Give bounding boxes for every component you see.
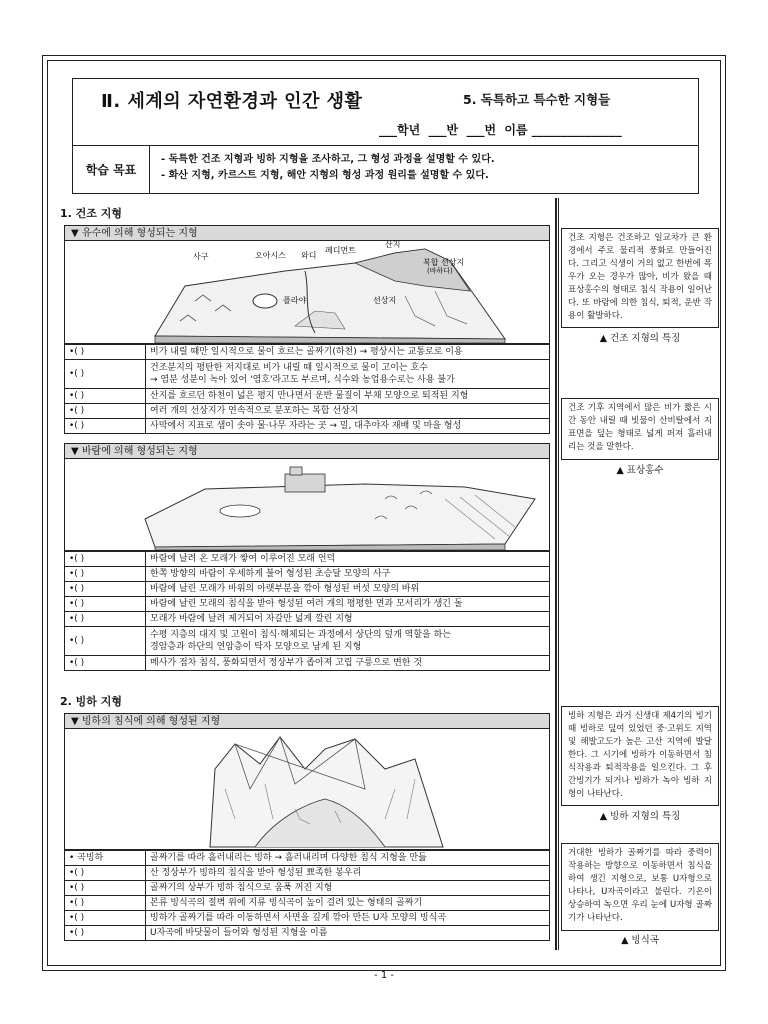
- desert-wind-figure: [64, 459, 550, 551]
- glacial-mountain-illustration: [65, 729, 549, 849]
- table-row: [65, 881, 550, 896]
- table-row: [65, 911, 550, 926]
- student-info-line: ___학년 ___반 ___번 이름 _______________: [379, 123, 622, 137]
- term-blank[interactable]: •( ): [65, 567, 146, 582]
- term-description: 골짜기의 상부가 빙하 침식으로 움푹 꺼진 지형: [146, 881, 550, 896]
- table-row: [65, 597, 550, 612]
- sidebar-caption-sheet-flood: ▲ 표상홍수: [616, 465, 664, 476]
- term-blank[interactable]: •( ): [65, 866, 146, 881]
- figure-label-sand-dune: 사구: [193, 252, 209, 261]
- sidebar-note-glacial-features: 빙하 지형은 과거 신생대 제4기의 빙기 때 빙하로 덮여 있었던 중·고위도 지역 및 해발고도가 높은 고산 지역에 발달한다. 그 시기에 빙하가 이동하면서 침식작용과 퇴적작용을 일으킨다. 그 후 간빙기가 되거나 빙하가 녹아 빙하 지형이 나타난다.: [561, 706, 719, 806]
- term-description: 메사가 점차 침식, 풍화되면서 정상부가 좁아져 고립 구릉으로 변한 것: [146, 656, 550, 671]
- sidebar-note-arid-features: 건조 지형은 건조하고 일교차가 큰 환경에서 주로 물리적 풍화로 만들어진다. 그리고 식생이 거의 없고 한번에 폭우가 오는 경우가 많아, 비가 왔을 때 표상홍수의 형태로 침식 작용이 일어난다. 또 바람에 의한 침식, 퇴적, 운반 작용이 활발하다.: [561, 228, 719, 328]
- table-row: [65, 360, 550, 389]
- term-blank[interactable]: •( ): [65, 552, 146, 567]
- figure-label-alluvial-fan: 선상지: [373, 296, 397, 305]
- term-description: 한쪽 방향의 바람이 우세하게 불어 형성된 초승달 모양의 사구: [146, 567, 550, 582]
- lesson-title: 5. 독특하고 특수한 지형들: [463, 92, 611, 107]
- subheader-glacial-erosion: ▼ 빙하의 침식에 의해 형성된 지형: [64, 713, 550, 729]
- term-label: • 곡빙하: [65, 851, 146, 866]
- column-divider-thin: [558, 198, 559, 950]
- section-title-glacial: 2. 빙하 지형: [60, 695, 122, 708]
- water-landform-table: [64, 344, 550, 434]
- subheader-water-landforms: ▼ 유수에 의해 형성되는 지형: [64, 225, 550, 241]
- figure-label-oasis: 오아시스: [255, 251, 286, 260]
- desert-wind-illustration: [65, 459, 549, 550]
- glacial-figure: [64, 729, 550, 850]
- table-row: [65, 567, 550, 582]
- term-blank[interactable]: •( ): [65, 881, 146, 896]
- term-description: 바람에 날려 온 모래가 쌓여 이루어진 모래 언덕: [146, 552, 550, 567]
- term-blank[interactable]: •( ): [65, 612, 146, 627]
- term-description: [146, 360, 550, 389]
- term-description: 여러 개의 선상지가 연속적으로 분포하는 복합 선상지: [146, 404, 550, 419]
- learning-goal-list: [161, 152, 495, 184]
- sidebar-note-glacial-valley: 거대한 빙하가 골짜기를 따라 중력이 작용하는 방향으로 이동하면서 침식을 하여 생긴 지형으로, 보통 U자형으로 나타나, U자곡이라고 불린다. 기온이 상승하여 녹으면 우리 눈에 U자형 골짜기가 나타난다.: [561, 843, 719, 931]
- table-row: [65, 896, 550, 911]
- term-description-line: → 염분 성분이 녹아 있어 '염호'라고도 부르며, 식수와 농업용수로는 사용 불가: [150, 375, 455, 385]
- term-description-line: 경암층과 하단의 연암층이 탁자 모양으로 남게 된 지형: [150, 642, 362, 652]
- figure-label-bajada: 복합 선상지: [423, 258, 465, 267]
- term-description: 본류 빙식곡의 절벽 위에 지류 빙식곡이 높이 걸려 있는 형태의 골짜기: [146, 896, 550, 911]
- term-description: U자곡에 바닷물이 들어와 형성된 지형을 이름: [146, 926, 550, 941]
- term-description: 바람에 날린 모래가 바위의 아랫부분을 깎아 형성된 버섯 모양의 바위: [146, 582, 550, 597]
- table-row: [65, 866, 550, 881]
- term-blank[interactable]: •( ): [65, 597, 146, 612]
- term-description: 모래가 바람에 날려 제거되어 자갈만 넓게 깔린 지형: [146, 612, 550, 627]
- title-box: [72, 78, 699, 194]
- unit-title: Ⅱ. 세계의 자연환경과 인간 생활: [101, 91, 363, 112]
- arid-landscape-illustration: [65, 241, 549, 343]
- term-blank[interactable]: •( ): [65, 419, 146, 434]
- table-row: [65, 851, 550, 866]
- arid-landscape-figure: [64, 241, 550, 344]
- learning-goal-item: - 화산 지형, 카르스트 지형, 해안 지형의 형성 과정 원리를 설명할 수 있다.: [161, 170, 489, 181]
- term-description: 산지를 흐르던 하천이 넓은 평지 만나면서 운반 물질이 부채 모양으로 퇴적된 지형: [146, 389, 550, 404]
- term-blank[interactable]: •( ): [65, 896, 146, 911]
- learning-goal-label: 학습 목표: [73, 146, 150, 193]
- glacial-erosion-table: [64, 850, 550, 941]
- term-blank[interactable]: •( ): [65, 627, 146, 656]
- term-description: 사막에서 지표로 샘이 솟아 물·나무 자라는 곳 → 밀, 대추야자 재배 및 마을 형성: [146, 419, 550, 434]
- term-description-line: 수평 지층의 대지 및 고원이 침식·해체되는 과정에서 상단의 덮개 역할을 하는: [150, 630, 451, 640]
- figure-label-mountain: 산지: [385, 241, 401, 249]
- term-blank[interactable]: •( ): [65, 360, 146, 389]
- learning-goal-item: - 독특한 건조 지형과 빙하 지형을 조사하고, 그 형성 과정을 설명할 수 있다.: [161, 154, 495, 165]
- table-row: [65, 345, 550, 360]
- table-row: [65, 656, 550, 671]
- term-blank[interactable]: •( ): [65, 404, 146, 419]
- sidebar-note-sheet-flood: 건조 기후 지역에서 많은 비가 짧은 시간 동안 내릴 때 빗물이 산비탈에서 지표면을 덮는 형태로 넓게 퍼져 흘러내리는 것을 말한다.: [561, 398, 719, 460]
- table-row: [65, 404, 550, 419]
- subheader-wind-landforms: ▼ 바람에 의해 형성되는 지형: [64, 443, 550, 459]
- term-description-line: 건조분지의 평탄한 저지대로 비가 내릴 때 일시적으로 물이 고이는 호수: [150, 363, 428, 373]
- term-blank[interactable]: •( ): [65, 656, 146, 671]
- wind-landform-table: [64, 551, 550, 671]
- term-description: 비가 내릴 때만 일시적으로 물이 흐르는 골짜기(하천) → 평상시는 교통로로 이용: [146, 345, 550, 360]
- term-description: 골짜기를 따라 흘러내리는 빙하 → 흘러내리며 다양한 침식 지형을 만듦: [146, 851, 550, 866]
- section-title-arid: 1. 건조 지형: [60, 207, 122, 220]
- term-description: 산 정상부가 빙하의 침식을 받아 형성된 뾰족한 봉우리: [146, 866, 550, 881]
- term-blank[interactable]: •( ): [65, 345, 146, 360]
- term-blank[interactable]: •( ): [65, 911, 146, 926]
- term-blank[interactable]: •( ): [65, 582, 146, 597]
- table-row: [65, 582, 550, 597]
- column-divider: [555, 198, 557, 950]
- title-row: [73, 79, 698, 146]
- sidebar-caption-arid-features: ▲ 건조 지형의 특징: [599, 333, 681, 344]
- table-row: [65, 926, 550, 941]
- table-row: [65, 419, 550, 434]
- figure-label-playa: 플라야: [283, 296, 307, 305]
- term-description: [146, 627, 550, 656]
- figure-label-bajada-sub: (바하다): [427, 267, 453, 275]
- term-blank[interactable]: •( ): [65, 926, 146, 941]
- table-row: [65, 552, 550, 567]
- page-number: - 1 -: [374, 970, 394, 981]
- term-description: 빙하가 골짜기를 따라 이동하면서 사면을 깊게 깎아 만든 U자 모양의 빙식곡: [146, 911, 550, 926]
- table-row: [65, 389, 550, 404]
- sidebar-caption-glacial-features: ▲ 빙하 지형의 특징: [599, 811, 681, 822]
- term-blank[interactable]: •( ): [65, 389, 146, 404]
- table-row: [65, 612, 550, 627]
- figure-label-pediment: 페디먼트: [325, 246, 356, 255]
- table-row: [65, 627, 550, 656]
- sidebar-caption-glacial-valley: ▲ 빙식곡: [621, 935, 659, 946]
- term-description: 바람에 날린 모래의 침식을 받아 형성된 여러 개의 평평한 면과 모서리가 생긴 돌: [146, 597, 550, 612]
- figure-label-wadi: 와디: [301, 251, 317, 260]
